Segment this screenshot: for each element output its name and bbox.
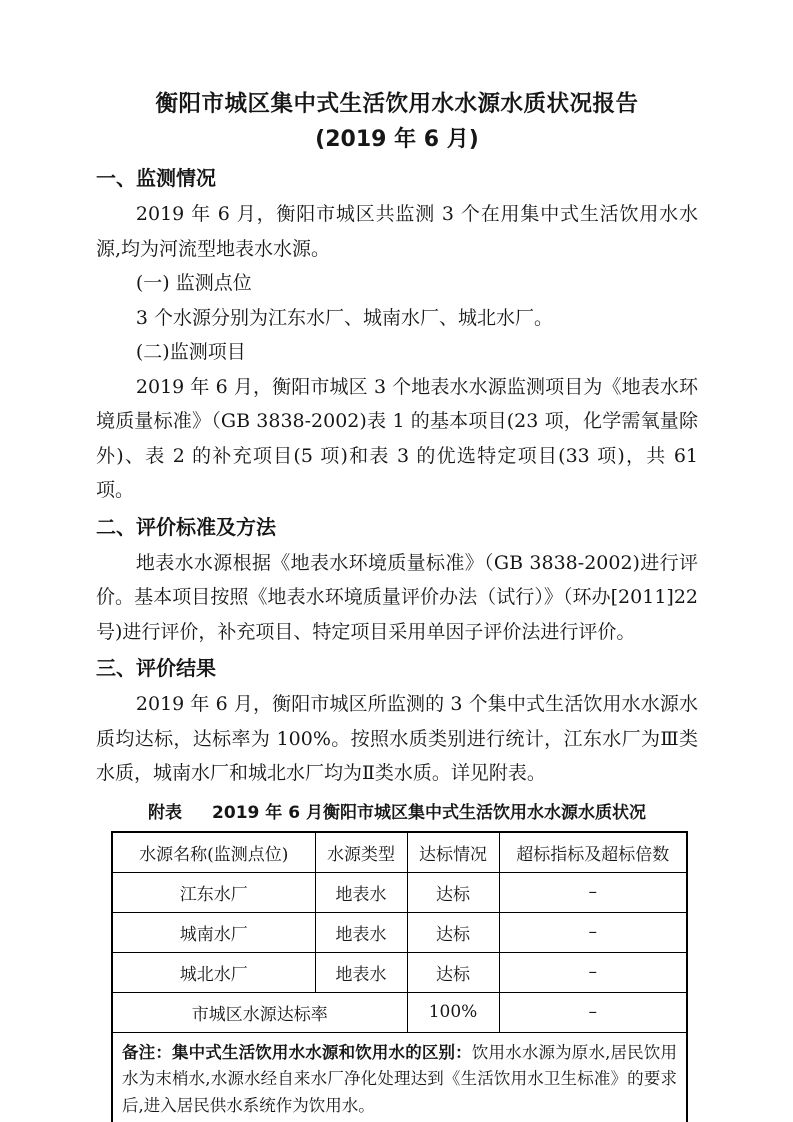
cell-source-type: 地表水 xyxy=(315,872,407,912)
table-header-row xyxy=(112,832,687,873)
table-row-chengbei xyxy=(112,952,687,992)
section-heading-results: 三、评价结果 xyxy=(96,656,216,680)
water-quality-table xyxy=(111,831,688,1122)
column-header-source-type: 水源类型 xyxy=(315,832,407,873)
section-heading-monitoring: 一、监测情况 xyxy=(96,166,216,190)
cell-source-name: 城北水厂 xyxy=(112,952,315,992)
column-header-compliance: 达标情况 xyxy=(407,832,499,873)
cell-compliance: 达标 xyxy=(407,952,499,992)
cell-exceedance: – xyxy=(499,912,687,952)
cell-exceedance: – xyxy=(499,872,687,912)
note-body-text: 饮用水水源为原水,居民饮用水为末梢水,水源水经自来水厂净化处理达到《生活饮用水卫生标准》的要求后,进入居民供水系统作为饮用水。 xyxy=(122,1042,677,1115)
page-subtitle: (2019 年 6 月) xyxy=(315,127,479,152)
paragraph-standards: 地表水水源根据《地表水环境质量标准》（GB 3838-2002)进行评价。基本项目按照《地表水环境质量评价办法（试行）》（环办[2011]22 号)进行评价，补充项目、特定项目采用单因子评价法进行评价。 xyxy=(96,551,698,643)
cell-note xyxy=(112,1032,687,1122)
table-row-summary xyxy=(112,992,687,1032)
note-lead-text: 备注：集中式生活饮用水水源和饮用水的区别： xyxy=(122,1042,472,1062)
cell-summary-exceedance: – xyxy=(499,992,687,1032)
cell-compliance: 达标 xyxy=(407,872,499,912)
column-header-exceedance: 超标指标及超标倍数 xyxy=(499,832,687,873)
column-header-source-name: 水源名称(监测点位) xyxy=(112,832,315,873)
cell-source-type: 地表水 xyxy=(315,952,407,992)
annex-table-caption xyxy=(96,800,698,826)
annex-table-label: 附表 xyxy=(148,802,183,823)
cell-compliance: 达标 xyxy=(407,912,499,952)
table-row-jiangdong xyxy=(112,872,687,912)
cell-source-name: 城南水厂 xyxy=(112,912,315,952)
paragraph-monitoring-points: 3 个水源分别为江东水厂、城南水厂、城北水厂。 xyxy=(135,306,554,329)
cell-source-type: 地表水 xyxy=(315,912,407,952)
table-row-note xyxy=(112,1032,687,1122)
paragraph-monitoring-items: 2019 年 6 月，衡阳市城区 3 个地表水水源监测项目为《地表水环境质量标准》（GB 3838-2002)表 1 的基本项目(23 项，化学需氧量除外)、表 2 的补充项目(5 项)和表 3 的优选特定项目(33 项)，共 61 项。 xyxy=(96,375,698,501)
subheading-monitoring-points: (一) 监测点位 xyxy=(135,272,252,294)
cell-summary-rate: 100% xyxy=(407,992,499,1032)
annex-table-title: 2019 年 6 月衡阳市城区集中式生活饮用水水源水质状况 xyxy=(212,802,646,823)
cell-summary-label: 市城区水源达标率 xyxy=(112,992,407,1032)
page-title: 衡阳市城区集中式生活饮用水水源水质状况报告 xyxy=(155,91,639,117)
paragraph-monitoring-intro: 2019 年 6 月，衡阳市城区共监测 3 个在用集中式生活饮用水水源,均为河流型地表水水源。 xyxy=(96,203,698,260)
subheading-monitoring-items: (二)监测项目 xyxy=(135,341,246,363)
cell-source-name: 江东水厂 xyxy=(112,872,315,912)
paragraph-results: 2019 年 6 月，衡阳市城区所监测的 3 个集中式生活饮用水水源水质均达标，达标率为 100%。按照水质类别进行统计，江东水厂为Ⅲ类水质，城南水厂和城北水厂均为Ⅱ类水质。详见附表。 xyxy=(96,693,698,784)
table-row-chengnan xyxy=(112,912,687,952)
section-heading-standards: 二、评价标准及方法 xyxy=(96,514,276,539)
cell-exceedance: – xyxy=(499,952,687,992)
